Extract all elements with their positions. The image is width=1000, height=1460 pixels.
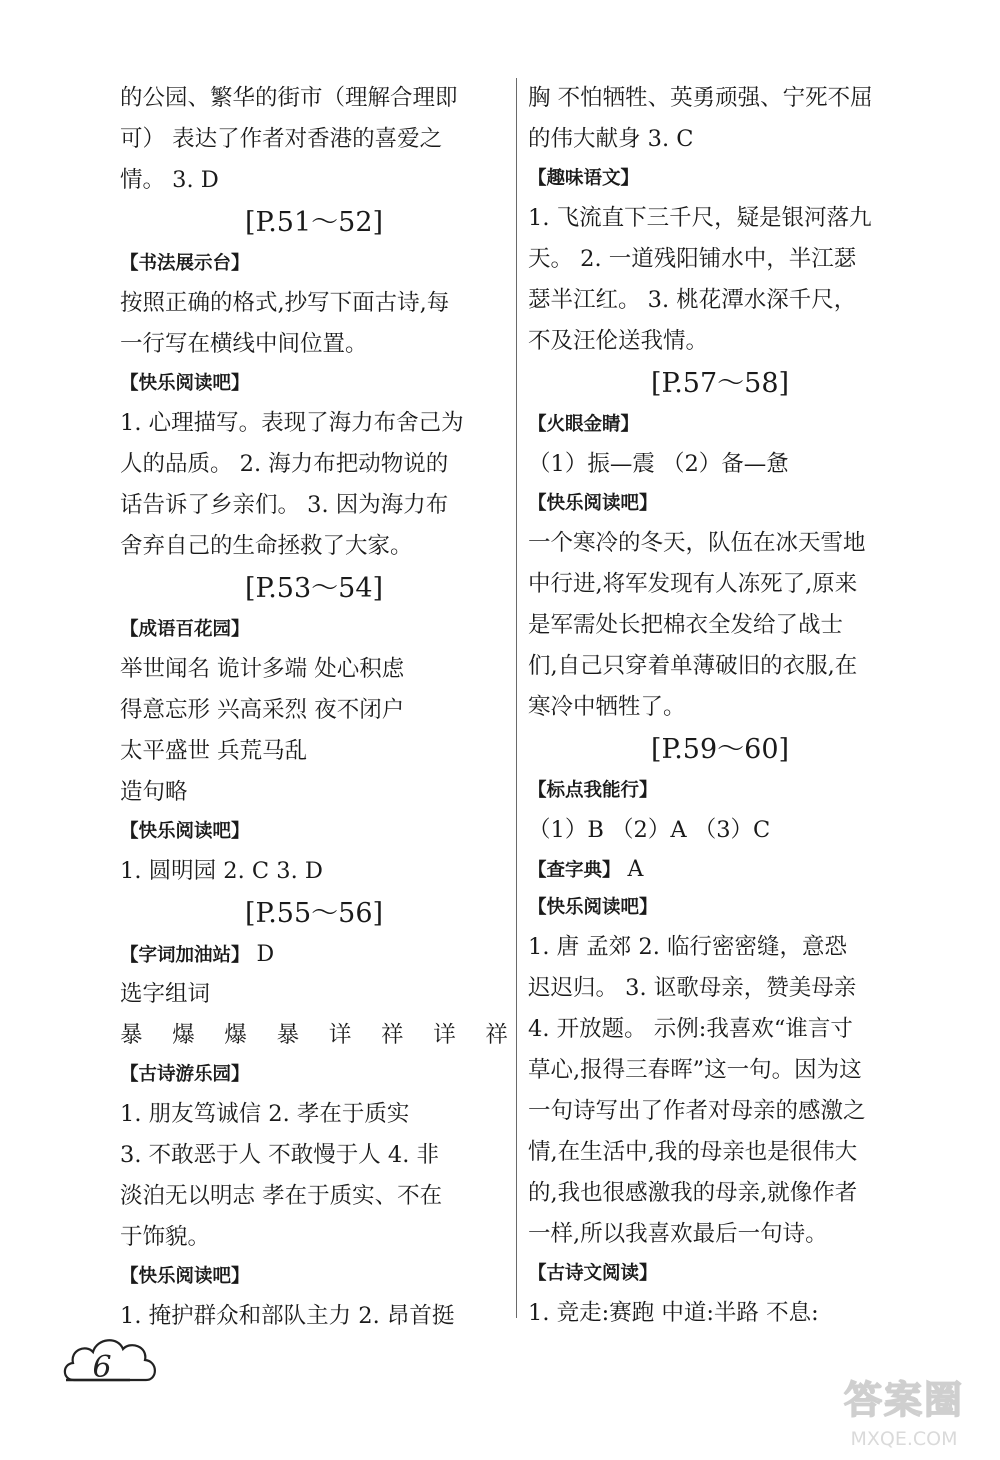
section-heading-answer: D xyxy=(249,942,275,967)
answer-text-line: 天。 2. 一道残阳铺水中，半江瑟 xyxy=(528,246,857,272)
section-heading xyxy=(120,245,508,283)
answer-text-line: 中行进,将军发现有人冻死了,原来 xyxy=(528,571,858,597)
answer-text-line: 按照正确的格式,抄写下面古诗,每 xyxy=(120,290,450,316)
page-range-label: [P.57～58] xyxy=(650,368,790,399)
section-heading-text: 【书法展示台】 xyxy=(120,253,250,274)
answer-text-line: 胸 不怕牺牲、英勇顽强、宁死不屈 xyxy=(528,85,873,111)
word-choice-char: 详 xyxy=(328,1022,352,1048)
section-heading xyxy=(528,851,912,889)
section-heading-text: 【标点我能行】 xyxy=(528,780,658,801)
answer-text-line: 1. 唐 孟郊 2. 临行密密缝，意恐 xyxy=(528,934,848,960)
word-choice-char: 祥 xyxy=(381,1022,404,1048)
section-heading-answer: A xyxy=(620,857,644,882)
watermark-url: MXQE.COM xyxy=(850,1428,958,1450)
word-choice-char: 暴 xyxy=(276,1022,300,1048)
answer-text-line: 的公园、繁华的街市（理解合理即 xyxy=(120,85,458,111)
answer-text-line: 选字组词 xyxy=(120,981,211,1007)
answer-text-line: 迟迟归。 3. 讴歌母亲，赞美母亲 xyxy=(528,975,857,1001)
watermark xyxy=(818,1372,990,1454)
answer-text-line: 1. 掩护群众和部队主力 2. 昂首挺 xyxy=(120,1303,455,1329)
section-heading xyxy=(528,485,912,523)
section-heading xyxy=(120,365,508,403)
answer-text-line: 得意忘形 兴高采烈 夜不闭户 xyxy=(120,697,405,723)
section-heading xyxy=(528,772,912,810)
word-choice-char: 爆 xyxy=(172,1022,195,1048)
answer-text-line: 一句诗写出了作者对母亲的感激之 xyxy=(528,1098,866,1124)
page-range-label: [P.59～60] xyxy=(650,734,790,765)
answer-text-line: 4. 开放题。 示例:我喜欢“谁言寸 xyxy=(528,1016,853,1042)
page-number-cloud-badge xyxy=(60,1328,160,1390)
answer-text-line: 的,我也很感激我的母亲,就像作者 xyxy=(528,1180,858,1206)
answer-text-line: 们,自己只穿着单薄破旧的衣服,在 xyxy=(528,653,858,679)
section-heading xyxy=(528,889,912,927)
answer-text-line: （1）振—震 （2）备—惫 xyxy=(528,451,789,477)
answer-text-line: 1. 圆明园 2. C 3. D xyxy=(120,858,323,884)
section-heading-text: 【字词加油站】 xyxy=(120,945,250,966)
word-choice-row xyxy=(120,1015,508,1056)
section-heading xyxy=(528,1255,912,1293)
section-heading-text: 【成语百花园】 xyxy=(120,619,250,640)
answer-text-line: 舍弃自己的生命拯救了大家。 xyxy=(120,533,413,559)
word-choice-char: 祥 xyxy=(485,1022,508,1048)
answer-text-line: 寒冷中牺牲了。 xyxy=(528,694,686,720)
answer-text-line: 情。 3. D xyxy=(120,167,219,193)
section-heading xyxy=(120,813,508,851)
section-heading xyxy=(120,1056,508,1094)
answer-text-line: 1. 飞流直下三千尺，疑是银河落九 xyxy=(528,205,872,231)
right-column xyxy=(528,78,912,1334)
answer-text-line: 1. 竞走:赛跑 中道:半路 不息: xyxy=(528,1300,819,1326)
watermark-logo-text: 答案圈 xyxy=(843,1378,964,1422)
answer-text-line: 一行写在横线中间位置。 xyxy=(120,331,368,357)
section-heading-text: 【古诗游乐园】 xyxy=(120,1064,250,1085)
section-heading-text: 【趣味语文】 xyxy=(528,168,640,189)
page-range-label: [P.53～54] xyxy=(244,573,384,604)
page-range-label: [P.51～52] xyxy=(244,207,384,238)
section-heading-text: 【快乐阅读吧】 xyxy=(120,373,250,394)
word-choice-char: 暴 xyxy=(120,1022,143,1048)
answer-text-line: 造句略 xyxy=(120,779,188,805)
word-choice-char: 详 xyxy=(433,1022,456,1048)
answer-text-line: 一样,所以我喜欢最后一句诗。 xyxy=(528,1221,828,1247)
answer-text-line: 是军需处长把棉衣全发给了战士 xyxy=(528,612,844,638)
answer-text-line: 草心,报得三春晖”这一句。因为这 xyxy=(528,1057,862,1083)
answer-text-line: 情,在生活中,我的母亲也是很伟大 xyxy=(528,1139,858,1165)
section-heading-text: 【快乐阅读吧】 xyxy=(528,897,658,918)
section-heading-text: 【古诗文阅读】 xyxy=(528,1263,658,1284)
answer-text-line: 不及汪伦送我情。 xyxy=(528,328,709,354)
section-heading xyxy=(528,160,912,198)
section-heading xyxy=(120,936,508,974)
answer-text-line: 瑟半江红。 3. 桃花潭水深千尺， xyxy=(528,287,857,313)
section-heading-text: 【快乐阅读吧】 xyxy=(120,1266,250,1287)
answer-text-line: 人的品质。 2. 海力布把动物说的 xyxy=(120,451,449,477)
section-heading-text: 【快乐阅读吧】 xyxy=(528,493,658,514)
page-range-label: [P.55～56] xyxy=(244,898,384,929)
answer-text-line: 太平盛世 兵荒马乱 xyxy=(120,738,308,764)
section-heading xyxy=(120,1258,508,1296)
answer-text-line: 举世闻名 诡计多端 处心积虑 xyxy=(120,656,405,682)
section-heading-text: 【快乐阅读吧】 xyxy=(120,821,250,842)
answer-text-line: 于饰貌。 xyxy=(120,1224,211,1250)
word-choice-char: 爆 xyxy=(224,1022,247,1048)
answer-text-line: 1. 心理描写。表现了海力布舍己为 xyxy=(120,410,464,436)
page-number: 6 xyxy=(92,1350,112,1385)
answer-text-line: 话告诉了乡亲们。 3. 因为海力布 xyxy=(120,492,449,518)
section-heading xyxy=(120,611,508,649)
left-column xyxy=(120,78,508,1337)
answer-text-line: 可） 表达了作者对香港的喜爱之 xyxy=(120,126,443,152)
section-heading-text: 【火眼金睛】 xyxy=(528,414,640,435)
column-divider xyxy=(516,78,517,1318)
answer-text-line: 3. 不敢恶于人 不敢慢于人 4. 非 xyxy=(120,1142,440,1168)
answer-text-line: 淡泊无以明志 孝在于质实、不在 xyxy=(120,1183,443,1209)
section-heading-text: 【查字典】 xyxy=(528,860,621,881)
answer-text-line: 一个寒冷的冬天，队伍在冰天雪地 xyxy=(528,530,866,556)
answer-text-line: 1. 朋友笃诚信 2. 孝在于质实 xyxy=(120,1101,410,1127)
answer-text-line: 的伟大献身 3. C xyxy=(528,126,694,152)
section-heading xyxy=(528,406,912,444)
answer-text-line: （1）B （2）A （3）C xyxy=(528,817,771,843)
